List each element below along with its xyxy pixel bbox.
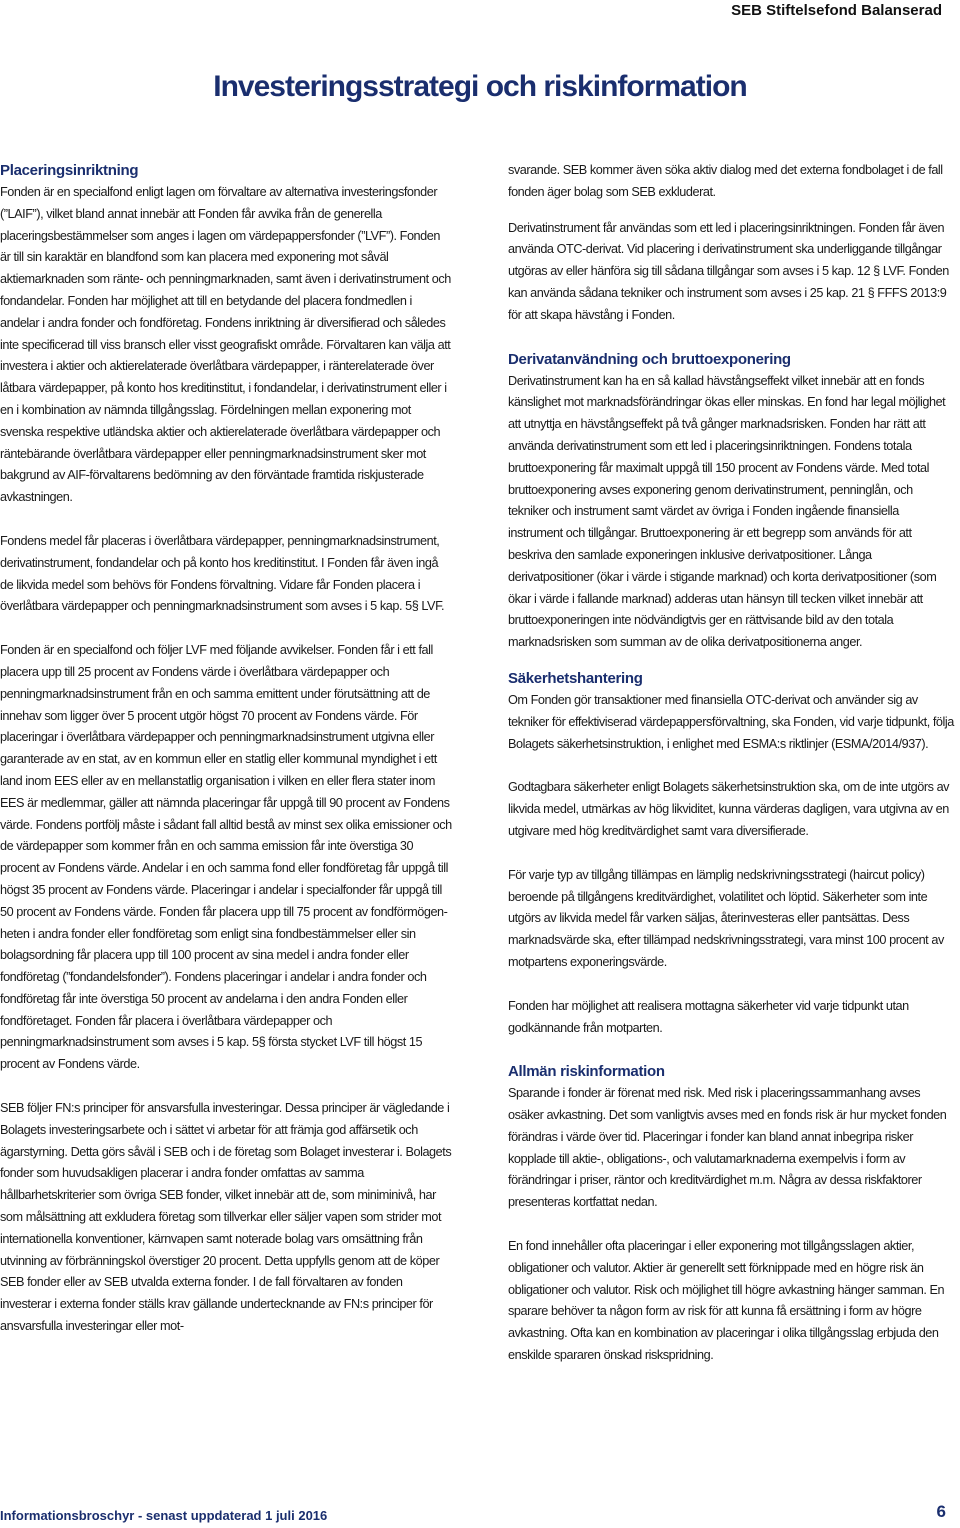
paragraph-sakerhet-1: Om Fonden gör transaktioner med finansiella OTC-derivat och använder sig av tekniker för effektiviserad värdepappersförvaltning, ska Fonden, vid varje tidpunkt, följa Bolagets säkerhetsinstruktion, i enlighet med ESMA:s riktlinjer (ESMA/2014/937). [508,692,954,751]
paragraph-risk-2: En fond innehåller ofta placeringar i eller exponering mot tillgångsslagen aktier, obligationer och valutor. Aktier är generellt sett förknippade med en högre risk än obligationer och valutor. Risk och möjlighet till högre avkastning hänger samman. En sparare behöver ta någon form av risk för att kunna få ersättning i form av högre avkastning. Ofta kan en kombination av placeringar i olika tillgångsslag erbjuda den enskilde spararen önskad riskspridning. [508,1239,945,1363]
heading-sakerhetshantering: Säkerhetshantering [508,669,643,687]
heading-derivatanvandning: Derivatanvändning och bruttoexponering [508,350,791,368]
paragraph-sakerhet-2: Godtagbara säkerheter enligt Bolagets säkerhetsinstruktion ska, om de inte utgörs av likvida medel, utmärkas av hög likviditet, kunna värderas dagligen, vara utgivna av en utgivare med hög kreditvärdighet samt vara diversifierade. [508,780,950,838]
paragraph-specialfond-avvikelser: Fonden är en specialfond och följer LVF med följande avvikelser. Fonden får i ett fall placera upp till 25 procent av Fondens värde i överlåtbara värdepapper och penningmarknadsinstrument från en och samma emittent under förutsättning att de innehav som ligger över 5 procent utgör högst 70 procent av Fondens värde. För placeringar i överlåtbara värdepapper och penningmarknadsinstrument utgivna eller garanterade av en stat, av en kommun eller en statlig eller kommunal myndighet i ett land inom EES eller av en mellanstatlig organisation i vilken en eller flera stater inom EES är medlemmar, gäller att nämnda placeringar får uppgå till 90 procent av Fondens värde. Fondens portfölj måste i sådant fall alltid bestå av minst sex olika emissioner och de värdepapper som kommer från en och samma emission får inte överstiga 30 procent av Fondens värde. Andelar i en och samma fond eller fondföretag får uppgå till högst 35 procent av Fondens värde. Placeringar i andelar i specialfonder får uppgå till 50 procent av Fondens värde. Fonden får placera upp till 75 procent av fondförmögen-heten i andra fonder eller fondföretag som enligt sina fondbestämmelser eller sin bolagsordning får placera upp till 100 procent av sina medel i andra fonder eller fondföretag (”fondandelsfonder”). Fondens placeringar i andelar i andra fonder och fondföretag får inte överstiga 50 procent av andelarna i den andra Fonden eller fondföretaget. Fonden får placera i överlåtbara värdepapper och penningmarknadsinstrument som avses i 5 kap. 5§ första stycket LVF till högst 15 procent av Fondens värde. [0,643,452,1072]
left-column [0,160,452,1338]
page-number: 6 [936,1502,946,1521]
paragraph-sakerhet-3: För varje typ av tillgång tillämpas en lämplig nedskrivningsstrategi (haircut policy) beroende på tillgångens kreditvärdighet, volatilitet och löptid. Säkerheter som inte utgörs av likvida medel får varken säljas, återinvesteras eller pantsättas. Dess marknadsvärde ska, efter tillämpad nedskrivningsstrategi, vara minst 100 procent av motpartens exponeringsvärde. [508,867,944,969]
paragraph-placeringsinriktning: Fonden är en specialfond enligt lagen om förvaltare av alternativa investeringsfonder (”LAIF”), vilket bland annat innebär att Fonden får avvika från de generella placeringsbestämmelser som anges i lagen om värdepappersfonder (”LVF”). Fonden är till sin karaktär en blandfond som kan placera med exponering mot såväl aktiemarknaden som ränte- och penningmarknaden, samt även i derivatinstrument och fondandelar. Fonden har möjlighet att till en betydande del placera fondmedlen i andelar i andra fonder och fondföretag. Fondens inriktning är diversifierad och således inte specificerad till viss bransch eller visst geografiskt område. Förvaltaren kan välja att investera i aktier och aktierelaterade överlåtbara värdepapper, i ränterelaterade över låtbara värdepapper, på konto hos kreditinstitut, i fondandelar, i derivatinstrument eller i en i kombination av nämnda tillgångsslag. Fördelningen mellan exponering mot svenska respektive utländska aktier och aktierelaterade överlåtbara värdepapper och räntebärande överlåtbara värdepapper eller penningmarknadsinstrument sker mot bakgrund av AIF-förvaltarens bedömning av den förväntade framtida riskjusterade avkastningen. [0,185,451,505]
page-title: Investeringsstrategi och riskinformation [213,70,747,103]
paragraph-fondens-medel: Fondens medel får placeras i överlåtbara värdepapper, penningmarknadsinstrument, derivatinstrument, fondandelar och på konto hos kreditinstitut. I Fonden får även ingå de likvida medel som behövs för Fondens förvaltning. Vidare får Fonden placera i överlåtbara värdepapper och penningmarknadsinstrument som avses i 5 kap. 5§ LVF. [0,533,445,614]
right-column [508,160,954,1367]
paragraph-ansvarsfulla-investeringar: SEB följer FN:s principer för ansvarsfulla investeringar. Dessa principer är vägledande i Bolagets investeringsarbete och i sättet vi arbetar för att främja god affärsetik och ägarstyrning. Detta görs såväl i SEB och i de företag som Bolaget investerar i. Bolagets fonder som huvudsakligen placerar i andra fonder omfattas av samma hållbarhetskriterier som övriga SEB fonder, vilket innebär att de, som miniminivå, har som målsättning att exkludera företag som tillverkar eller säljer vapen som strider mot internationella konventioner, kärnvapen samt noterade bolag vars omsättning från utvinning av förbränningskol överstiger 20 procent. Detta uppfylls genom att de köper SEB fonder eller av SEB utvalda externa fonder. I de fall förvaltaren av fonden investerar i externa fonder ställs krav gällande undertecknande av FN:s principer för ansvarsfulla investeringar eller mot- [0,1101,452,1334]
paragraph-continued: svarande. SEB kommer även söka aktiv dialog med det externa fondbolaget i de fall fonden äger bolag som SEB exkluderat. [508,163,943,199]
paragraph-derivatinstrument: Derivatinstrument får användas som ett led i placeringsinriktningen. Fonden får även använda OTC-derivat. Vid placering i derivatinstrument ska underliggande tillgångar utgöras av eller hänföra sig till sådana tillgångar som avses i 5 kap. 12 § LVF. Fonden kan använda sådana tekniker och instrument som avses i 25 kap. 21 § FFFS 2013:9 för att skapa hävstång i Fonden. [508,220,949,322]
footer-label: Informationsbroschyr - senast uppdaterad 1 juli 2016 [0,1508,328,1523]
paragraph-risk-1: Sparande i fonder är förenat med risk. Med risk i placeringssammanhang avses osäker avkastning. Det som vanligtvis avses med en fonds risk är hur mycket fonden förändras i värde över tid. Placeringar i fonder kan bland annat inbegripa risker kopplade till aktie-, obligations-, och valutamarknaderna exempelvis i form av förändringar i priser, räntor och kreditvärdighet m.m. Några av dessa riskfaktorer presenteras kortfattat nedan. [508,1086,947,1210]
fund-name-header: SEB Stiftelsefond Balanserad [731,2,942,19]
paragraph-derivatanvandning: Derivatinstrument kan ha en så kallad hävstångseffekt vilket innebär att en fonds känslighet mot marknadsförändringar ökas eller minskas. En fond har legal möjlighet att utnyttja en hävstångseffekt på två gånger marknadsrisken. Fonden har rätt att använda derivatinstrument som ett led i placeringsinriktningen. Fondens totala bruttoexponering får maximalt uppgå till 150 procent av Fondens värde. Med total bruttoexponering avses exponering genom derivatinstrument, penninglån, och tekniker och instrument samt värdet av övriga i Fonden ingående finansiella instrument och tillgångar. Bruttoexponering är ett begrepp som används för att beskriva den samlade exponeringen inklusive derivatpositioner. Långa derivatpositioner (ökar i värde i stigande marknad) och korta derivatpositioner (som ökar i värde i fallande marknad) adderas utan hänsyn till tecken vilket innebär att bruttoexponeringen inte nödvändigtvis ger en rättvisande bild av den totala marknadsrisken som summan av de olika derivatpositionerna anger. [508,373,946,650]
heading-allman-riskinformation: Allmän riskinformation [508,1063,665,1081]
heading-placeringsinriktning: Placeringsinriktning [0,162,139,179]
paragraph-sakerhet-4: Fonden har möjlighet att realisera mottagna säkerheter vid varje tidpunkt utan godkännande från motparten. [508,998,909,1035]
